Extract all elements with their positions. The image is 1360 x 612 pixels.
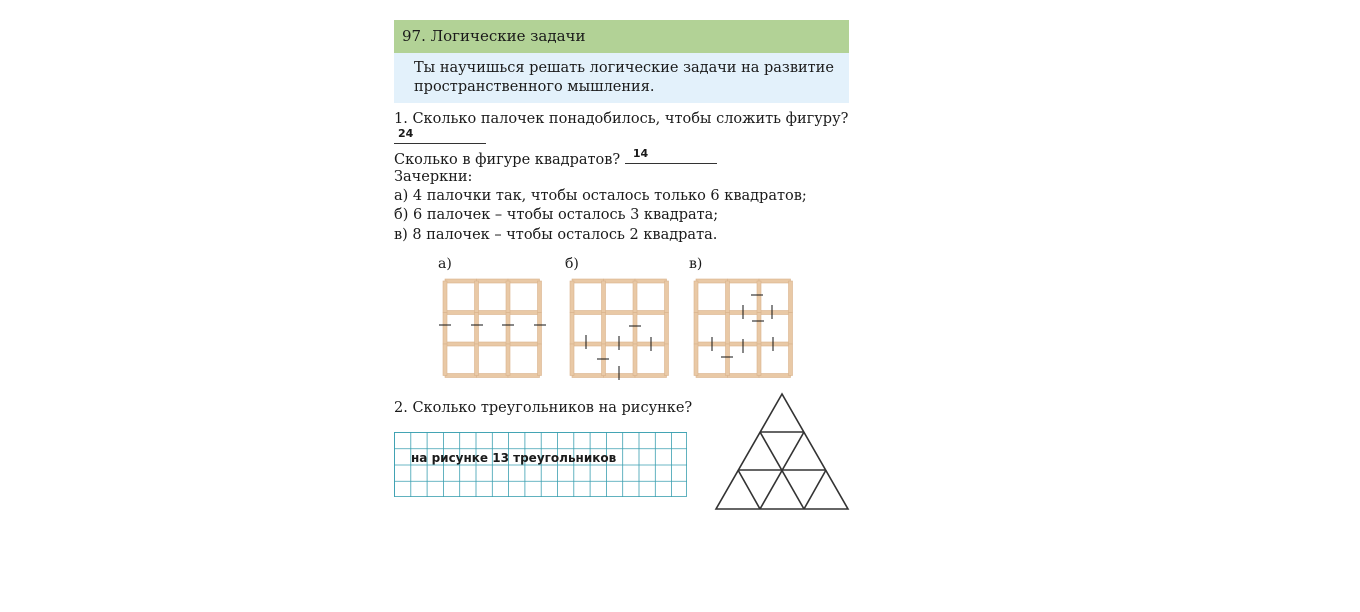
stick[interactable]	[570, 281, 574, 313]
lesson-title: 97. Логические задачи	[394, 20, 849, 53]
sticks	[443, 279, 542, 378]
stick[interactable]	[633, 281, 637, 313]
figure-label-c: в)	[689, 256, 703, 272]
stick[interactable]	[538, 313, 542, 345]
stick[interactable]	[572, 311, 604, 315]
cross-out-marks	[586, 326, 651, 380]
cross-out-marks	[712, 295, 773, 357]
triangle-diag-4	[804, 470, 826, 509]
stick[interactable]	[665, 281, 669, 313]
stick[interactable]	[602, 313, 606, 345]
stick[interactable]	[572, 342, 604, 346]
triangle-figure	[713, 392, 851, 512]
stick[interactable]	[728, 279, 760, 283]
stick[interactable]	[665, 313, 669, 345]
stick[interactable]	[726, 344, 730, 376]
stick[interactable]	[506, 313, 510, 345]
stick[interactable]	[759, 374, 791, 378]
sticks-answer-field[interactable]	[394, 126, 486, 144]
stick[interactable]	[477, 279, 509, 283]
stick[interactable]	[477, 342, 509, 346]
intro-line-1: Ты научишься решать логические задачи на развитие	[414, 60, 834, 76]
stick[interactable]	[633, 344, 637, 376]
squares-answer-field[interactable]	[625, 146, 717, 164]
stick[interactable]	[475, 344, 479, 376]
stick[interactable]	[665, 344, 669, 376]
stick[interactable]	[477, 374, 509, 378]
stick[interactable]	[506, 344, 510, 376]
stick[interactable]	[508, 374, 540, 378]
stick[interactable]	[633, 313, 637, 345]
stick[interactable]	[445, 279, 477, 283]
stick[interactable]	[506, 281, 510, 313]
stick[interactable]	[757, 313, 761, 345]
stick[interactable]	[475, 281, 479, 313]
task1-question: 1. Сколько палочек понадобилось, чтобы сложить фигуру?	[394, 111, 849, 127]
cross-out-item-a: а) 4 палочки так, чтобы осталось только 6 квадратов;	[394, 188, 807, 204]
stick[interactable]	[443, 344, 447, 376]
intro-line-2: пространственного мышления.	[414, 79, 655, 95]
stick[interactable]	[538, 344, 542, 376]
stick[interactable]	[789, 344, 793, 376]
stick[interactable]	[445, 311, 477, 315]
stick-grid-c[interactable]	[694, 279, 792, 377]
stick[interactable]	[604, 311, 636, 315]
stick[interactable]	[635, 374, 667, 378]
figure-label-b: б)	[565, 256, 579, 272]
stick[interactable]	[443, 313, 447, 345]
sticks	[570, 279, 669, 378]
stick[interactable]	[602, 281, 606, 313]
stick[interactable]	[726, 313, 730, 345]
squares-answer-value: 14	[632, 146, 649, 160]
triangle-lines	[716, 394, 848, 509]
stick[interactable]	[443, 281, 447, 313]
stick[interactable]	[696, 311, 728, 315]
stick[interactable]	[604, 279, 636, 283]
triangle-diag-2	[738, 470, 760, 509]
sticks	[694, 279, 793, 378]
stick[interactable]	[694, 313, 698, 345]
stick[interactable]	[602, 344, 606, 376]
stick[interactable]	[572, 374, 604, 378]
stick-grid-b[interactable]	[570, 279, 668, 377]
figure-label-a: а)	[438, 256, 452, 272]
stick[interactable]	[694, 344, 698, 376]
stick[interactable]	[570, 313, 574, 345]
stick[interactable]	[508, 342, 540, 346]
stick[interactable]	[789, 281, 793, 313]
stick[interactable]	[759, 311, 791, 315]
stick[interactable]	[757, 281, 761, 313]
stick[interactable]	[570, 344, 574, 376]
stick[interactable]	[694, 281, 698, 313]
stick[interactable]	[508, 311, 540, 315]
stick[interactable]	[445, 374, 477, 378]
cross-out-heading: Зачеркни:	[394, 169, 473, 185]
stick[interactable]	[726, 281, 730, 313]
squares-question: Сколько в фигуре квадратов?	[394, 152, 621, 168]
task2-question: 2. Сколько треугольников на рисунке?	[394, 400, 693, 416]
stick[interactable]	[445, 342, 477, 346]
stick[interactable]	[789, 313, 793, 345]
cross-out-item-b: б) 6 палочек – чтобы осталось 3 квадрата;	[394, 207, 719, 223]
stick[interactable]	[508, 279, 540, 283]
stick[interactable]	[477, 311, 509, 315]
stick[interactable]	[475, 313, 479, 345]
lesson-page	[394, 20, 849, 103]
stick[interactable]	[635, 279, 667, 283]
lesson-intro	[394, 53, 849, 103]
task1-sticks-answer-row	[394, 126, 486, 151]
stick[interactable]	[696, 374, 728, 378]
stick[interactable]	[538, 281, 542, 313]
outer-triangle	[716, 394, 848, 509]
stick[interactable]	[635, 311, 667, 315]
stick[interactable]	[728, 374, 760, 378]
stick[interactable]	[759, 342, 791, 346]
cross-out-item-c: в) 8 палочек – чтобы осталось 2 квадрата.	[394, 227, 718, 243]
stick[interactable]	[572, 279, 604, 283]
sticks-answer-value: 24	[398, 126, 414, 140]
stick[interactable]	[759, 279, 791, 283]
stick-grid-a[interactable]	[443, 279, 541, 377]
stick[interactable]	[757, 344, 761, 376]
stick[interactable]	[696, 279, 728, 283]
task2-answer: на рисунке 13 треугольников	[411, 451, 617, 465]
